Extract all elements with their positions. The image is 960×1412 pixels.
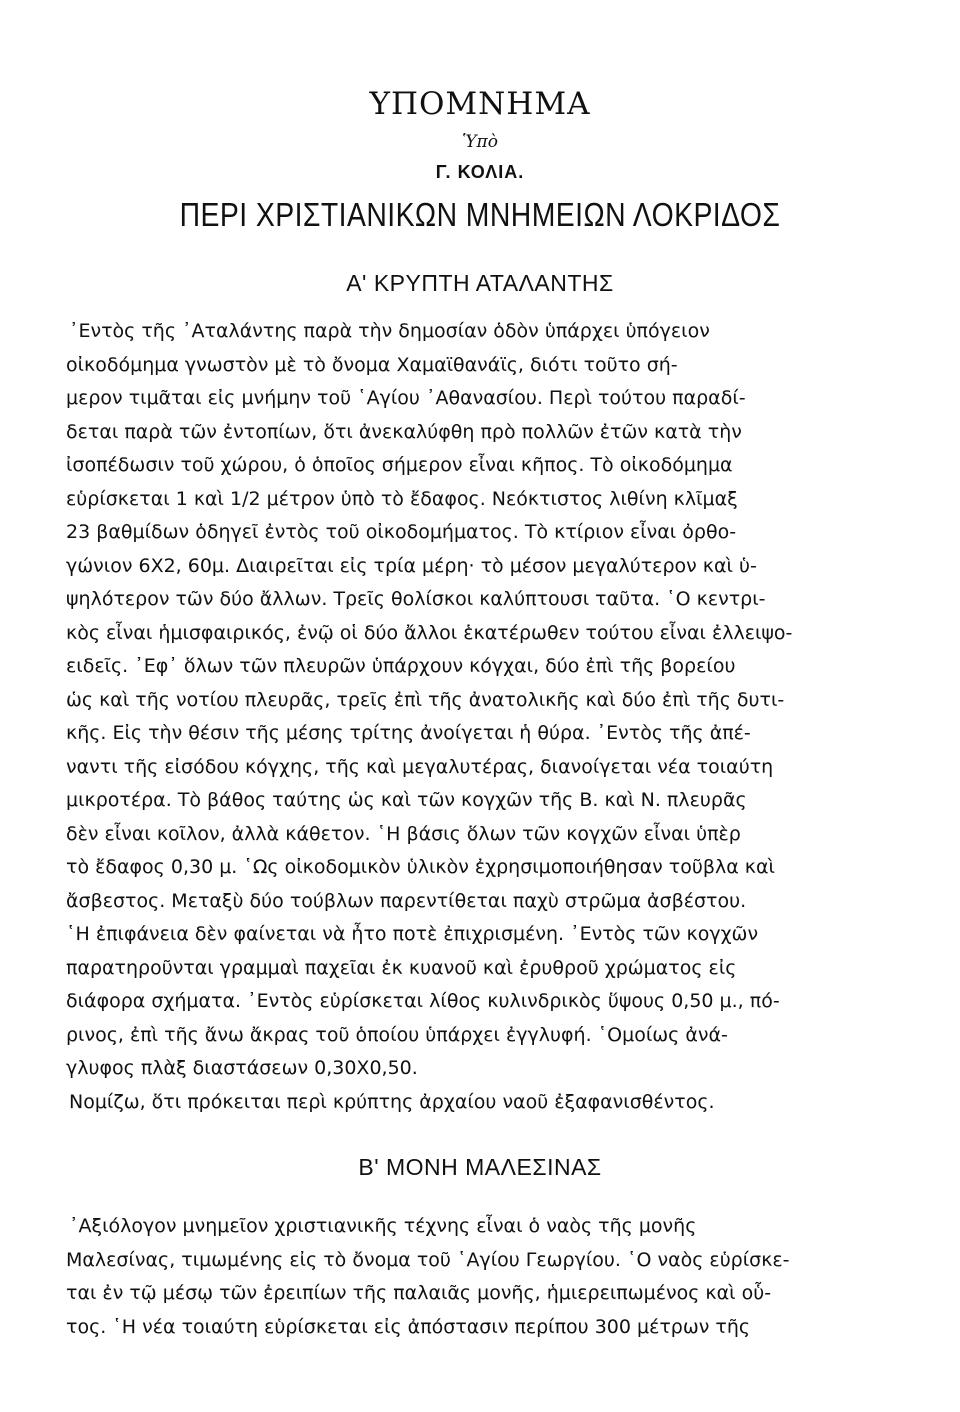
text-line: τὸ ἔδαφος 0,30 μ. ῾Ως οἰκοδομικὸν ὑλικὸν ἐχρησιμοποιήθησαν τοῦβλα καὶ xyxy=(66,856,775,878)
text-line: 23 βαθμίδων ὁδηγεῖ ἐντὸς τοῦ οἰκοδομήματος. Τὸ κτίριον εἶναι ὀρθο- xyxy=(66,521,737,543)
text-line: κῆς. Εἰς τὴν θέσιν τῆς μέσης τρίτης ἀνοίγεται ἡ θύρα. ᾿Εντὸς τῆς ἀπέ- xyxy=(66,722,751,744)
text-line: τος. ῾Η νέα τοιαύτη εὑρίσκεται εἰς ἀπόστασιν περίπου 300 μέτρων τῆς xyxy=(66,1315,751,1338)
text-line: ὡς καὶ τῆς νοτίου πλευρᾶς, τρεῖς ἐπὶ τῆς ἀνατολικῆς καὶ δύο ἐπὶ τῆς δυτι- xyxy=(66,688,785,711)
text-line: ναντι τῆς εἰσόδου κόγχης, τῆς καὶ μεγαλυτέρας, διανοίγεται νέα τοιαύτη xyxy=(66,755,774,778)
text-line: οἰκοδόμημα γνωστὸν μὲ τὸ ὄνομα Χαμαϊθανάϊς, διότι τοῦτο σή- xyxy=(66,353,678,376)
text-line: Μαλεσίνας, τιμωμένης εἰς τὸ ὄνομα τοῦ ῾Αγίου Γεωργίου. ῾Ο ναὸς εὑρίσκε- xyxy=(66,1248,790,1271)
text-line: γλυφος πλὰξ διαστάσεων 0,30Χ0,50. xyxy=(66,1057,418,1079)
section-a-body xyxy=(66,315,844,1119)
text-line: δεται παρὰ τῶν ἐντοπίων, ὅτι ἀνεκαλύφθη πρὸ πολλῶν ἐτῶν κατὰ τὴν xyxy=(66,420,742,443)
text-line: ειδεῖς. ᾿Εφ᾿ ὅλων τῶν πλευρῶν ὑπάρχουν κόγχαι, δύο ἐπὶ τῆς βορείου xyxy=(66,655,736,677)
text-line: ᾿Αξιόλογον μνημεῖον χριστιανικῆς τέχνης εἶναι ὁ ναὸς τῆς μονῆς xyxy=(69,1215,697,1237)
text-line: μικροτέρα. Τὸ βάθος ταύτης ὡς καὶ τῶν κογχῶν τῆς Β. καὶ Ν. πλευρᾶς xyxy=(66,789,747,811)
text-line: ἰσοπέδωσιν τοῦ χώρου, ὁ ὁποῖος σήμερον εἶναι κῆπος. Τὸ οἰκοδόμημα xyxy=(66,454,733,476)
text-line: ρινος, ἐπὶ τῆς ἄνω ἄκρας τοῦ ὁποίου ὑπάρχει ἐγγλυφή. ῾Ομοίως ἀνά- xyxy=(66,1023,728,1046)
text-line: ψηλότερον τῶν δύο ἄλλων. Τρεῖς θολίσκοι καλύπτουσι ταῦτα. ῾Ο κεντρι- xyxy=(66,588,766,610)
text-line: δὲν εἶναι κοῖλον, ἀλλὰ κάθετον. ῾Η βάσις ὅλων τῶν κογχῶν εἶναι ὑπὲρ xyxy=(66,822,741,845)
author-name: Γ. ΚΟΛΙΑ. xyxy=(435,162,525,182)
text-line: ῾Η ἐπιφάνεια δὲν φαίνεται νὰ ἦτο ποτὲ ἐπιχρισμένη. ᾿Εντὸς τῶν κογχῶν xyxy=(66,923,759,945)
text-line: παρατηροῦνται γραμμαὶ παχεῖαι ἐκ κυανοῦ καὶ ἐρυθροῦ χρώματος εἰς xyxy=(66,956,737,979)
main-title: ΠΕΡΙ ΧΡΙΣΤΙΑΝΙΚΩΝ ΜΝΗΜΕΙΩΝ ΛΟΚΡΙΔΟΣ xyxy=(179,196,781,233)
text-line: ται ἐν τῷ μέσῳ τῶν ἐρειπίων τῆς παλαιᾶς μονῆς, ἡμιερειπωμένος καὶ οὗ- xyxy=(66,1282,772,1304)
document-heading: ΥΠΟΜΝΗΜΑ xyxy=(369,86,591,122)
text-line: γώνιον 6Χ2, 60μ. Διαιρεῖται εἰς τρία μέρη· τὸ μέσον μεγαλύτερον καὶ ὑ- xyxy=(66,554,757,577)
text-line: ἄσβεστος. Μεταξὺ δύο τούβλων παρεντίθεται παχὺ στρῶμα ἀσβέστου. xyxy=(66,889,747,912)
text-line: εὑρίσκεται 1 καὶ 1/2 μέτρον ὑπὸ τὸ ἔδαφος. Νεόκτιστος λιθίνη κλῖμαξ xyxy=(66,487,738,510)
section-b-body xyxy=(66,1210,844,1344)
text-line: ᾿Εντὸς τῆς ᾿Αταλάντης παρὰ τὴν δημοσίαν ὁδὸν ὑπάρχει ὑπόγειον xyxy=(69,320,710,342)
text-line: διάφορα σχήματα. ᾿Εντὸς εὑρίσκεται λίθος κυλινδρικὸς ὕψους 0,50 μ., πό- xyxy=(66,990,780,1012)
section-b-heading: Β' ΜΟΝΗ ΜΑΛΕΣΙΝΑΣ xyxy=(358,1154,602,1180)
byline-prefix: Ὑπὸ xyxy=(462,132,498,152)
section-a-heading: Α' ΚΡΥΠΤΗ ΑΤΑΛΑΝΤΗΣ xyxy=(346,270,614,296)
text-line: Νομίζω, ὅτι πρόκειται περὶ κρύπτης ἀρχαίου ναοῦ ἐξαφανισθέντος. xyxy=(69,1090,715,1113)
text-line: μερον τιμᾶται εἰς μνήμην τοῦ ῾Αγίου ᾿Αθανασίου. Περὶ τούτου παραδί- xyxy=(66,387,746,409)
text-line: κὸς εἶναι ἡμισφαιρικός, ἐνῷ οἱ δύο ἄλλοι ἑκατέρωθεν τούτου εἶναι ἐλλειψο- xyxy=(66,621,793,644)
